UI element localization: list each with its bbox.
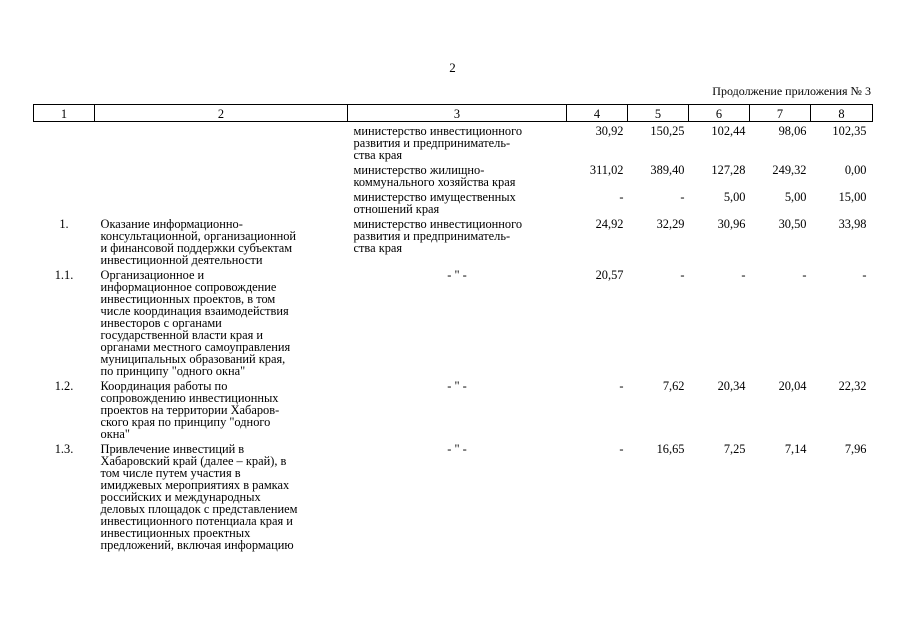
value-cell: 102,35: [832, 124, 867, 138]
responsible-executor: - " -: [447, 379, 467, 393]
row-number: 1.2.: [54, 379, 74, 393]
value-cell: 127,28: [711, 163, 746, 177]
activity-name: [95, 161, 348, 188]
value-cell: 20,57: [595, 268, 624, 282]
column-header-6: 6: [689, 105, 750, 122]
value-cell: 98,06: [778, 124, 807, 138]
table-row: [34, 377, 873, 440]
value-cell: 7,96: [844, 442, 867, 456]
value-cell: 32,29: [656, 217, 685, 231]
table-row: [34, 188, 873, 215]
value-cell: -: [619, 442, 624, 456]
value-cell: 311,02: [589, 163, 624, 177]
column-header-8: 8: [811, 105, 873, 122]
value-cell: 102,44: [711, 124, 746, 138]
value-cell: 22,32: [838, 379, 867, 393]
value-cell: 30,96: [717, 217, 746, 231]
value-cell: 389,40: [650, 163, 685, 177]
activity-name: Координация работы по сопровождению инвестиционных проектов на территории Хабаров- ского края по принципу "одного окна": [100, 379, 280, 441]
row-number: [34, 122, 95, 162]
responsible-executor: министерство имущественных отношений края: [353, 190, 516, 216]
page-number: 2: [449, 60, 456, 75]
value-cell: 7,14: [784, 442, 807, 456]
row-number: 1.1.: [54, 268, 74, 282]
responsible-executor: - " -: [447, 442, 467, 456]
responsible-executor: министерство инвестиционного развития и предприниматель- ства края: [353, 217, 523, 255]
table-body: [34, 122, 873, 552]
table-row: [34, 266, 873, 377]
value-cell: 20,04: [778, 379, 807, 393]
column-header-2: 2: [95, 105, 348, 122]
value-cell: 30,50: [778, 217, 807, 231]
row-number: 1.3.: [54, 442, 74, 456]
header-row: [34, 105, 873, 122]
value-cell: 249,32: [772, 163, 807, 177]
row-number: 1.: [59, 217, 69, 231]
column-header-3: 3: [348, 105, 567, 122]
value-cell: -: [619, 379, 624, 393]
activity-name: [95, 188, 348, 215]
value-cell: 15,00: [838, 190, 867, 204]
data-table: [33, 104, 873, 551]
value-cell: -: [862, 268, 867, 282]
table-row: [34, 215, 873, 266]
column-header-5: 5: [628, 105, 689, 122]
value-cell: -: [680, 190, 685, 204]
column-header-4: 4: [567, 105, 628, 122]
value-cell: 0,00: [844, 163, 867, 177]
value-cell: 150,25: [650, 124, 685, 138]
column-header-1: 1: [34, 105, 95, 122]
activity-name: Оказание информационно- консультационной, организационной и финансовой поддержки субъектам инвестиционной деятельности: [100, 217, 297, 267]
value-cell: 24,92: [595, 217, 624, 231]
responsible-executor: министерство жилищно- коммунального хозяйства края: [353, 163, 516, 189]
table-row: [34, 161, 873, 188]
activity-name: Организационное и информационное сопровождение инвестиционных проектов, в том числе координация взаимодействия инвесторов с органами государственной власти края и органами местного самоуправления муниципальных образований края, по принципу "одного окна": [100, 268, 291, 378]
value-cell: 33,98: [838, 217, 867, 231]
responsible-executor: - " -: [447, 268, 467, 282]
responsible-executor: министерство инвестиционного развития и предприниматель- ства края: [353, 124, 523, 162]
value-cell: 7,62: [662, 379, 685, 393]
value-cell: 30,92: [595, 124, 624, 138]
value-cell: 7,25: [723, 442, 746, 456]
row-number: [34, 161, 95, 188]
activity-name: [95, 122, 348, 162]
value-cell: -: [619, 190, 624, 204]
value-cell: 5,00: [723, 190, 746, 204]
table-row: [34, 440, 873, 551]
continuation-label: Продолжение приложения № 3: [712, 84, 871, 98]
column-header-7: 7: [750, 105, 811, 122]
value-cell: -: [802, 268, 807, 282]
value-cell: 20,34: [717, 379, 746, 393]
activity-name: Привлечение инвестиций в Хабаровский край (далее – край), в том числе путем участия в имиджевых мероприятиях в рамках российских и международных деловых площадок с представлением инвестиционного потенциала края и инвестиционных проектных предложений, включая информацию: [100, 442, 298, 552]
value-cell: 16,65: [656, 442, 685, 456]
value-cell: -: [680, 268, 685, 282]
row-number: [34, 188, 95, 215]
value-cell: 5,00: [784, 190, 807, 204]
table-row: [34, 122, 873, 162]
value-cell: -: [741, 268, 746, 282]
